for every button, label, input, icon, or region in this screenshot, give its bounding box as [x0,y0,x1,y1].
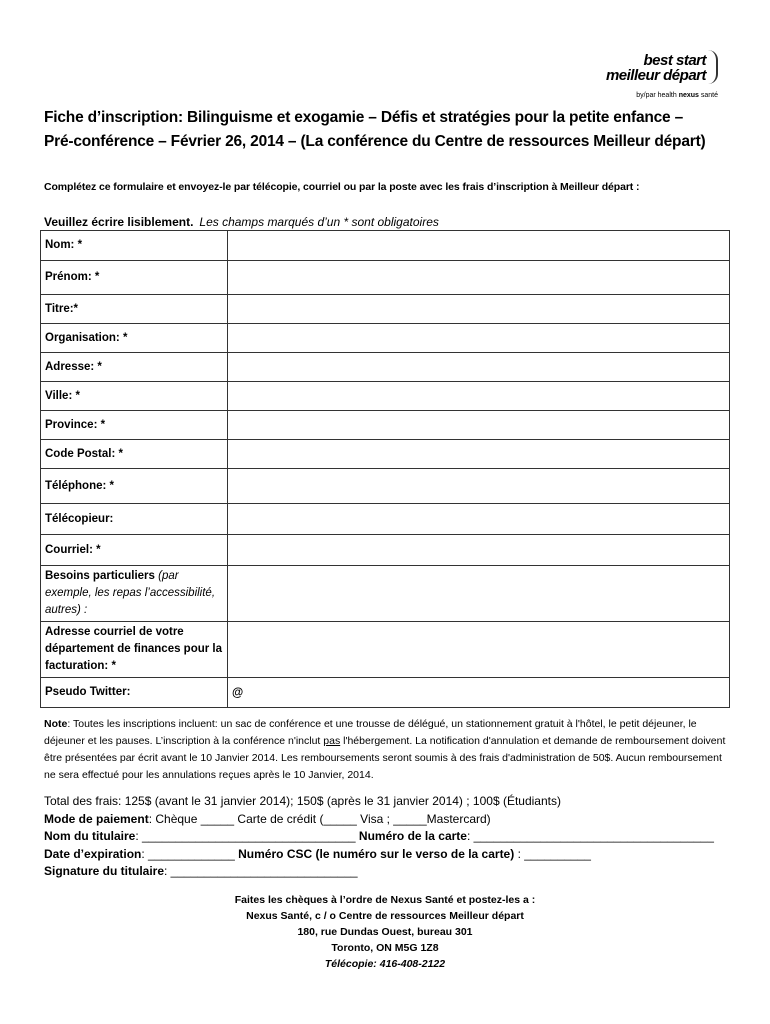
courriel-field[interactable] [228,535,730,566]
card-holder-field[interactable]: : ________________________________ [135,829,356,843]
organisation-field[interactable] [228,324,730,353]
twitter-field[interactable]: @ [228,678,730,708]
titre-field[interactable] [228,295,730,324]
form-row-adresse [41,353,730,382]
title-line-2: Pré-conférence – Février 26, 2014 – (La conférence du Centre de ressources Meilleur départ) [44,133,706,150]
card-number-label: Numéro de la carte [358,829,467,843]
province-field[interactable] [228,411,730,440]
best-start-logo [558,52,718,102]
form-row-ville [41,382,730,411]
payment-mode-options[interactable]: : Chèque _____ Carte de crédit (_____ Visa ; _____Mastercard) [148,811,491,826]
besoins-label-bold: Besoins particuliers [45,570,155,582]
title-line-1: Fiche d’inscription: Bilinguisme et exogamie – Défis et stratégies pour la petite enfance – [44,109,683,126]
form-row-adresse-finances [41,622,730,678]
footer-line-4: Toronto, ON M5G 1Z8 [331,942,439,954]
besoins-label-italic: (par exemple, les repas l’accessibilité, autres) : [45,570,216,616]
form-row-twitter [41,678,730,708]
form-row-code-postal [41,440,730,469]
form-row-prenom [41,261,730,295]
page-title [44,106,734,154]
signature-line [44,863,744,881]
titre-label: Titre:* [41,295,228,324]
adresse-label: Adresse: * [41,353,228,382]
form-row-telecopieur [41,504,730,535]
prenom-field[interactable] [228,261,730,295]
form-row-courriel [41,535,730,566]
footer-line-1: Faites les chèques à l’ordre de Nexus Santé et postez-les a : [234,894,536,906]
footer-line-2: Nexus Santé, c / o Centre de ressources Meilleur départ [246,910,524,922]
expiration-label: Date d’expiration [44,846,142,861]
form-row-province [41,411,730,440]
province-label: Province: * [41,411,228,440]
form-row-titre [41,295,730,324]
logo-line-2: meilleur départ [605,67,706,84]
besoins-field[interactable] [228,566,730,622]
note-text-2: l'hébergement. La notification d'annulation et demande de remboursement doivent être présentées par écrit avant le 10 Janvier 2014. Les remboursements seront soumis à des frais d'administration de 50$. Aucun remboursement ne sera effectué pour les annulations reçues après le 10 Janvier, 2014. [44,735,726,781]
form-row-nom [41,231,730,261]
adresse-finances-field[interactable] [228,622,730,678]
mailing-address [0,892,770,972]
payment-mode-line [44,811,744,829]
form-row-telephone [41,469,730,504]
telecopieur-field[interactable] [228,504,730,535]
signature-label: Signature du titulaire [44,864,165,878]
registration-form [40,230,730,708]
besoins-label [41,566,228,622]
logo-by-brand: nexus [678,92,699,99]
logo-line-1: best start [643,52,706,69]
courriel-label: Courriel: * [41,535,228,566]
total-fees: Total des frais: 125$ (avant le 31 janvier 2014); 150$ (après le 31 janvier 2014) ; 100$ (Étudiants) [44,794,561,808]
adresse-field[interactable] [228,353,730,382]
payment-mode-label: Mode de paiement [44,811,149,826]
form-row-organisation [41,324,730,353]
nom-label: Nom: * [41,231,228,261]
telephone-label: Téléphone: * [41,469,228,504]
signature-field[interactable]: : ____________________________ [164,864,358,878]
telephone-field[interactable] [228,469,730,504]
card-holder-label: Nom du titulaire [44,829,136,843]
logo-bracket-icon [708,50,718,84]
organisation-label: Organisation: * [41,324,228,353]
code-postal-label: Code Postal: * [41,440,228,469]
note-underlined: pas [323,735,341,747]
payment-section [44,793,744,881]
instructions: Complétez ce formulaire et envoyez-le par télécopie, courriel ou par la poste avec les frais d’inscription à Meilleur départ : [44,181,640,193]
logo-byline [636,92,718,99]
adresse-finances-label: Adresse courriel de votre département de finances pour la facturation: * [41,622,228,678]
note-paragraph [44,716,734,784]
form-row-besoins [41,566,730,622]
csc-label: Numéro CSC (le numéro sur le verso de la carte) [238,846,515,861]
logo-by-prefix: by/par health [636,92,677,99]
ville-label: Ville: * [41,382,228,411]
twitter-label: Pseudo Twitter: [41,678,228,708]
note-text-1: : Toutes les inscriptions incluent: un sac de conférence et une trousse de délégué, un stationnement gratuit à l'hôtel, le petit déjeuner, le déjeuner et les pauses. L’inscription à la conférence n'inclut [44,718,697,747]
note-label: Note [44,718,68,730]
legibility-bold: Veuillez écrire lisiblement. [44,215,194,229]
card-number-field[interactable]: : ____________________________________ [466,829,714,843]
nom-field[interactable] [228,231,730,261]
code-postal-field[interactable] [228,440,730,469]
card-holder-line [44,828,744,846]
required-fields-note: Les champs marqués d’un * sont obligatoires [199,215,439,229]
legibility-note [44,215,439,229]
expiration-line [44,846,744,864]
logo-by-suffix: santé [700,92,718,99]
expiration-field[interactable]: : _____________ [141,846,235,861]
csc-field[interactable]: : __________ [514,846,591,861]
telecopieur-label: Télécopieur: [41,504,228,535]
footer-line-3: 180, rue Dundas Ouest, bureau 301 [297,926,473,938]
footer-fax: Télécopie: 416-408-2122 [324,958,446,970]
ville-field[interactable] [228,382,730,411]
prenom-label: Prénom: * [41,261,228,295]
